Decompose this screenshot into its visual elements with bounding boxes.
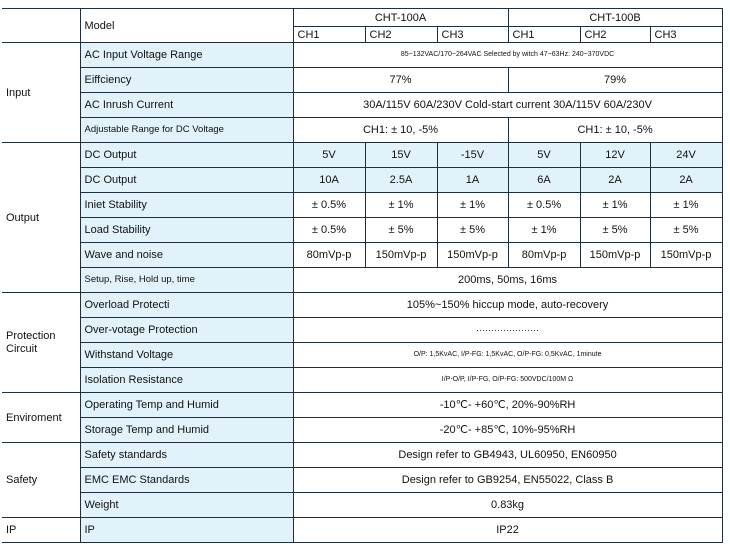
- header-row-models: [2, 9, 722, 27]
- row-wave-noise: [2, 243, 722, 268]
- cell-value: 15V: [365, 143, 437, 168]
- group-output: Output: [2, 143, 80, 293]
- row-value: 0.83kg: [293, 493, 722, 518]
- channel-header: CH2: [580, 27, 650, 43]
- row-dc-output-voltage: [2, 143, 722, 168]
- row-value: 79%: [508, 68, 722, 93]
- row-value: 30A/115V 60A/230V Cold-start current 30A/115V 60A/230V: [293, 93, 722, 118]
- cell-value: ± 5%: [437, 218, 508, 243]
- cell-value: 5V: [508, 143, 580, 168]
- cell-value: ± 5%: [580, 218, 650, 243]
- row-label: AC Inrush Current: [80, 93, 293, 118]
- row-ac-inrush: [2, 93, 722, 118]
- group-input: Input: [2, 43, 80, 143]
- cell-value: 150mVp-p: [365, 243, 437, 268]
- cell-value: ± 1%: [437, 193, 508, 218]
- channel-header: CH3: [650, 27, 722, 43]
- header-blank-cell: [2, 9, 80, 43]
- cell-value: 12V: [580, 143, 650, 168]
- row-dc-output-current: [2, 168, 722, 193]
- cell-value: 10A: [293, 168, 365, 193]
- cell-value: ± 0.5%: [293, 218, 365, 243]
- spec-table: [2, 8, 723, 543]
- row-label: DC Output: [80, 168, 293, 193]
- cell-value: 6A: [508, 168, 580, 193]
- row-operating-temp: [2, 393, 722, 418]
- row-storage-temp: [2, 418, 722, 443]
- cell-value: 150mVp-p: [437, 243, 508, 268]
- row-value: 85~132VAC/170~264VAC Selected by witch 47~63Hz: 240~370VDC: [293, 43, 722, 68]
- row-value: 77%: [293, 68, 508, 93]
- row-load-stability: [2, 218, 722, 243]
- row-label: Safety standards: [80, 443, 293, 468]
- cell-value: -15V: [437, 143, 508, 168]
- row-safety-standards: [2, 443, 722, 468]
- row-value: CH1: ± 10, -5%: [293, 118, 508, 143]
- group-ip: IP: [2, 518, 80, 543]
- cell-value: ± 5%: [650, 218, 722, 243]
- row-value: -10℃- +60℃, 20%-90%RH: [293, 393, 722, 418]
- cell-value: ± 5%: [365, 218, 437, 243]
- cell-value: 80mVp-p: [293, 243, 365, 268]
- row-value: -20℃- +85℃, 10%-95%RH: [293, 418, 722, 443]
- row-label: Operating Temp and Humid: [80, 393, 293, 418]
- cell-value: ± 1%: [365, 193, 437, 218]
- cell-value: 2A: [580, 168, 650, 193]
- row-value: 200ms, 50ms, 16ms: [293, 268, 722, 293]
- cell-value: 2A: [650, 168, 722, 193]
- cell-value: 2.5A: [365, 168, 437, 193]
- cell-value: 1A: [437, 168, 508, 193]
- row-label: Adjustable Range for DC Voltage: [80, 118, 293, 143]
- channel-header: CH1: [293, 27, 365, 43]
- row-label: Overload Protecti: [80, 293, 293, 318]
- row-value: CH1: ± 10, -5%: [508, 118, 722, 143]
- channel-header: CH1: [508, 27, 580, 43]
- group-safety: Safety: [2, 443, 80, 518]
- row-weight: [2, 493, 722, 518]
- row-ip: [2, 518, 722, 543]
- cell-value: ± 1%: [580, 193, 650, 218]
- cell-value: ± 0.5%: [293, 193, 365, 218]
- row-overvoltage: [2, 318, 722, 343]
- row-label: Setup, Rise, Hold up, time: [80, 268, 293, 293]
- row-label: DC Output: [80, 143, 293, 168]
- model-cht-100b: CHT-100B: [508, 9, 722, 27]
- cell-value: 150mVp-p: [580, 243, 650, 268]
- cell-value: ± 1%: [650, 193, 722, 218]
- row-label: EMC EMC Standards: [80, 468, 293, 493]
- row-value: Design refer to GB9254, EN55022, Class B: [293, 468, 722, 493]
- row-overload: [2, 293, 722, 318]
- model-label: Model: [80, 9, 293, 43]
- row-withstand-voltage: [2, 343, 722, 368]
- row-value: ·····················: [293, 318, 722, 343]
- group-environment: Enviroment: [2, 393, 80, 443]
- row-label: IP: [80, 518, 293, 543]
- row-ac-input-voltage: [2, 43, 722, 68]
- cell-value: ± 1%: [508, 218, 580, 243]
- row-emc-standards: [2, 468, 722, 493]
- row-label: Load Stability: [80, 218, 293, 243]
- row-label: Wave and noise: [80, 243, 293, 268]
- cell-value: ± 0.5%: [508, 193, 580, 218]
- row-label: Isolation Resistance: [80, 368, 293, 393]
- row-value: IP22: [293, 518, 722, 543]
- row-setup-rise-hold: [2, 268, 722, 293]
- group-protection: Protection Circuit: [2, 293, 80, 393]
- cell-value: 150mVp-p: [650, 243, 722, 268]
- row-label: Iniet Stability: [80, 193, 293, 218]
- row-label: Withstand Voltage: [80, 343, 293, 368]
- row-label: Weight: [80, 493, 293, 518]
- row-label: Over-votage Protection: [80, 318, 293, 343]
- row-value: Design refer to GB4943, UL60950, EN60950: [293, 443, 722, 468]
- row-efficiency: [2, 68, 722, 93]
- channel-header: CH2: [365, 27, 437, 43]
- row-adjustable-range: [2, 118, 722, 143]
- cell-value: 24V: [650, 143, 722, 168]
- row-label: AC Input Voltage Range: [80, 43, 293, 68]
- row-label: Eiffciency: [80, 68, 293, 93]
- row-value: 105%~150% hiccup mode, auto-recovery: [293, 293, 722, 318]
- cell-value: 80mVp-p: [508, 243, 580, 268]
- row-value: O/P: 1,5KvAC, I/P-FG: 1,5KvAC, O/P-FG: 0,5KvAC, 1minute: [293, 343, 722, 368]
- model-cht-100a: CHT-100A: [293, 9, 508, 27]
- row-value: I/P-O/P, I/P-FG, O/P-FG: 500VDC/100M Ω: [293, 368, 722, 393]
- channel-header: CH3: [437, 27, 508, 43]
- cell-value: 5V: [293, 143, 365, 168]
- row-isolation: [2, 368, 722, 393]
- row-label: Storage Temp and Humid: [80, 418, 293, 443]
- row-line-stability: [2, 193, 722, 218]
